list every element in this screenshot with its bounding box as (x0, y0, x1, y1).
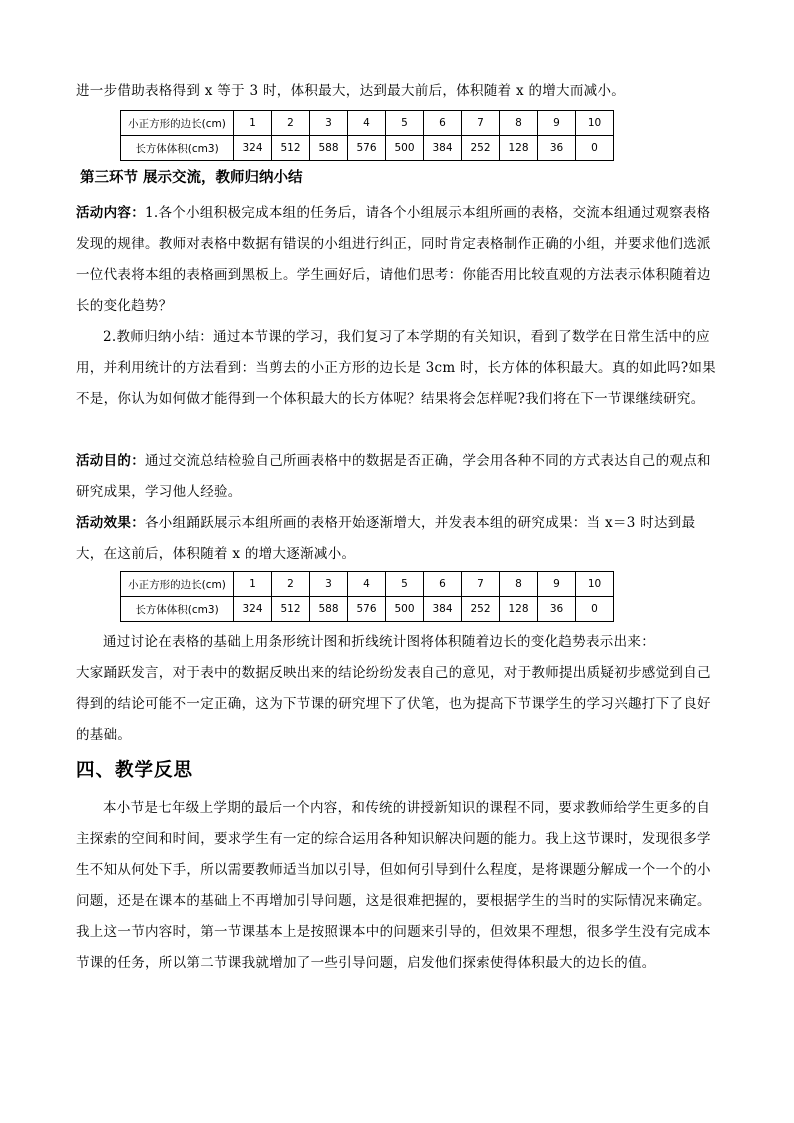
table-cell: 5 (386, 111, 424, 136)
table-cell: 576 (348, 597, 386, 622)
table-cell: 3 (310, 572, 348, 597)
table-cell: 8 (500, 111, 538, 136)
table-cell: 6 (424, 111, 462, 136)
table-row (121, 111, 614, 136)
table-row-label: 小正方形的边长(cm) (121, 111, 234, 136)
activity-effect-text: 各小组踊跃展示本组所画的表格开始逐渐增大，并发表本组的研究成果：当 x＝3 时达到最大，在这前后，体积随着 x 的增大逐渐减小。 (76, 515, 696, 562)
section-3-title: 第三环节 展示交流，教师归纳小结 (80, 169, 303, 186)
table-cell: 384 (424, 136, 462, 161)
table-cell: 576 (348, 136, 386, 161)
table-cell: 128 (500, 597, 538, 622)
reflection-paragraph: 本小节是七年级上学期的最后一个内容，和传统的讲授新知识的课程不同，要求教师给学生更多的自主探索的空间和时间，要求学生有一定的综合运用各种知识解决问题的能力。我上这节课时，发现很多学生不知从何处下手，所以需要教师适当加以引导，但如何引导到什么程度，是将课题分解成一个一个的小问题，还是在课本的基础上不再增加引导问题，这是很难把握的，要根据学生的当时的实际情况来确定。我上这一节内容时，第一节课基本上是按照课本中的问题来引导的，但效果不理想，很多学生没有完成本节课的任务，所以第二节课我就增加了一些引导问题，启发他们探索使得体积最大的边长的值。 (76, 800, 711, 971)
discussion-paragraph: 大家踊跃发言，对于表中的数据反映出来的结论纷纷发表自己的意见，对于教师提出质疑初步感觉到自己得到的结论可能不一定正确，这为下节课的研究埋下了伏笔，也为提高下节课学生的学习兴趣打下了良好的基础。 (76, 665, 711, 743)
table-cell: 0 (576, 136, 614, 161)
intro-line: 进一步借助表格得到 x 等于 3 时，体积最大，达到最大前后，体积随着 x 的增大而减小。 (76, 83, 626, 99)
table-cell: 500 (386, 136, 424, 161)
activity-content-text: 1.各个小组积极完成本组的任务后，请各个小组展示本组所画的表格，交流本组通过观察表格发现的规律。教师对表格中数据有错误的小组进行纠正，同时肯定表格制作正确的小组，并要求他们选派一位代表将本组的表格画到黑板上。学生画好后，请他们思考：你能否用比较直观的方法表示体积随着边长的变化趋势？ (76, 205, 711, 314)
table-cell: 324 (234, 136, 272, 161)
table-cell: 500 (386, 597, 424, 622)
table-row (121, 572, 614, 597)
table-cell: 10 (576, 111, 614, 136)
activity-content-paragraph (76, 198, 716, 322)
table-cell: 2 (272, 111, 310, 136)
activity-effect-paragraph (76, 508, 716, 570)
table-cell: 5 (386, 572, 424, 597)
table-row-label: 小正方形的边长(cm) (121, 572, 234, 597)
table-row-label: 长方体体积(cm3) (121, 597, 234, 622)
table-cell: 36 (538, 597, 576, 622)
table-cell: 3 (310, 111, 348, 136)
table-cell: 252 (462, 136, 500, 161)
activity-content-label: 活动内容： (76, 205, 145, 221)
table-cell: 2 (272, 572, 310, 597)
table-cell: 588 (310, 136, 348, 161)
table-cell: 10 (576, 572, 614, 597)
table-cell: 7 (462, 111, 500, 136)
table-cell: 1 (234, 572, 272, 597)
activity-effect-label: 活动效果： (76, 515, 145, 531)
table-cell: 0 (576, 597, 614, 622)
table-cell: 512 (272, 136, 310, 161)
activity-goal-label: 活动目的： (76, 453, 145, 469)
table-cell: 588 (310, 597, 348, 622)
table-cell: 6 (424, 572, 462, 597)
table-row-label: 长方体体积(cm3) (121, 136, 234, 161)
table-row (121, 136, 614, 161)
table-cell: 8 (500, 572, 538, 597)
table-row (121, 597, 614, 622)
table-cell: 4 (348, 111, 386, 136)
table-cell: 4 (348, 572, 386, 597)
volume-table-2 (120, 571, 614, 622)
table-cell: 512 (272, 597, 310, 622)
volume-table-1 (120, 110, 614, 161)
table-cell: 9 (538, 572, 576, 597)
activity-goal-paragraph (76, 446, 716, 508)
table-cell: 128 (500, 136, 538, 161)
table-cell: 1 (234, 111, 272, 136)
table-cell: 36 (538, 136, 576, 161)
table-cell: 324 (234, 597, 272, 622)
section-4-title: 四、教学反思 (76, 760, 194, 781)
table-cell: 384 (424, 597, 462, 622)
table-cell: 9 (538, 111, 576, 136)
discussion-intro-line: 通过讨论在表格的基础上用条形统计图和折线统计图将体积随着边长的变化趋势表示出来： (103, 634, 655, 650)
table-cell: 252 (462, 597, 500, 622)
activity-goal-text: 通过交流总结检验自己所画表格中的数据是否正确，学会用各种不同的方式表达自己的观点和研究成果，学习他人经验。 (76, 453, 711, 500)
teacher-summary-paragraph: 2.教师归纳小结：通过本节课的学习，我们复习了本学期的有关知识，看到了数学在日常生活中的应用，并利用统计的方法看到：当剪去的小正方形的边长是 3cm 时，长方体的体积最大。真的如此吗?如果不是，你认为如何做才能得到一个体积最大的长方体呢？结果将会怎样呢?我们将在下一节课继续研究。 (76, 329, 716, 407)
table-cell: 7 (462, 572, 500, 597)
